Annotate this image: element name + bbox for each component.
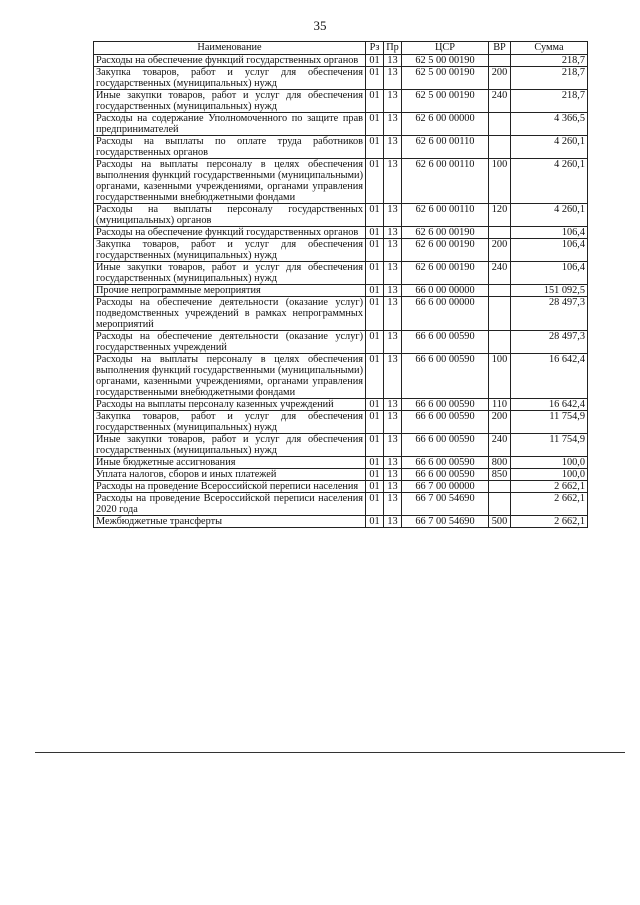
cell-csr: 62 6 00 00190 (402, 262, 489, 285)
cell-vr: 500 (489, 516, 511, 528)
cell-sum: 16 642,4 (511, 354, 588, 399)
table-row (94, 516, 588, 528)
cell-sum: 4 366,5 (511, 113, 588, 136)
table-row (94, 354, 588, 399)
cell-rz: 01 (366, 399, 384, 411)
cell-sum: 218,7 (511, 90, 588, 113)
cell-vr: 850 (489, 469, 511, 481)
cell-pr: 13 (384, 331, 402, 354)
cell-vr (489, 113, 511, 136)
cell-sum: 2 662,1 (511, 481, 588, 493)
cell-name: Иные бюджетные ассигнования (94, 457, 366, 469)
page-number: 35 (313, 18, 327, 33)
cell-name: Расходы на обеспечение функций государственных органов (94, 55, 366, 67)
cell-pr: 13 (384, 136, 402, 159)
cell-pr: 13 (384, 399, 402, 411)
cell-vr (489, 481, 511, 493)
cell-pr: 13 (384, 227, 402, 239)
table-row (94, 227, 588, 239)
cell-pr: 13 (384, 113, 402, 136)
table-row (94, 55, 588, 67)
cell-name: Закупка товаров, работ и услуг для обеспечения государственных (муниципальных) нужд (94, 67, 366, 90)
cell-csr: 62 6 00 00190 (402, 227, 489, 239)
cell-rz: 01 (366, 354, 384, 399)
cell-pr: 13 (384, 457, 402, 469)
cell-sum: 2 662,1 (511, 516, 588, 528)
cell-pr: 13 (384, 262, 402, 285)
cell-vr: 200 (489, 67, 511, 90)
cell-rz: 01 (366, 285, 384, 297)
header-rz: Рз (366, 42, 384, 55)
cell-sum: 218,7 (511, 55, 588, 67)
cell-sum: 11 754,9 (511, 434, 588, 457)
cell-name: Расходы на проведение Всероссийской переписи населения 2020 года (94, 493, 366, 516)
cell-csr: 66 6 00 00590 (402, 411, 489, 434)
cell-vr: 240 (489, 262, 511, 285)
cell-name: Иные закупки товаров, работ и услуг для обеспечения государственных (муниципальных) нужд (94, 90, 366, 113)
cell-vr: 800 (489, 457, 511, 469)
table-row (94, 90, 588, 113)
cell-name: Уплата налогов, сборов и иных платежей (94, 469, 366, 481)
cell-name: Расходы на выплаты персоналу в целях обеспечения выполнения функций государственными (муниципальными) органами, казенными учреждениями, органами управления государственными внебюджетными фондами (94, 159, 366, 204)
cell-pr: 13 (384, 204, 402, 227)
header-name: Наименование (94, 42, 366, 55)
table-body (94, 55, 588, 528)
cell-rz: 01 (366, 434, 384, 457)
cell-rz: 01 (366, 493, 384, 516)
cell-sum: 4 260,1 (511, 204, 588, 227)
cell-sum: 106,4 (511, 227, 588, 239)
cell-csr: 62 6 00 00190 (402, 239, 489, 262)
cell-name: Прочие непрограммные мероприятия (94, 285, 366, 297)
cell-sum: 4 260,1 (511, 136, 588, 159)
table-row (94, 159, 588, 204)
header-csr: ЦСР (402, 42, 489, 55)
cell-vr (489, 136, 511, 159)
table-row (94, 411, 588, 434)
cell-vr: 200 (489, 239, 511, 262)
table-row (94, 434, 588, 457)
cell-pr: 13 (384, 434, 402, 457)
cell-pr: 13 (384, 481, 402, 493)
cell-sum: 151 092,5 (511, 285, 588, 297)
cell-csr: 66 7 00 54690 (402, 516, 489, 528)
table-row (94, 331, 588, 354)
cell-name: Расходы на обеспечение деятельности (оказание услуг) государственных учреждений (94, 331, 366, 354)
header-vr: ВР (489, 42, 511, 55)
bottom-divider (35, 752, 625, 753)
cell-pr: 13 (384, 354, 402, 399)
cell-rz: 01 (366, 469, 384, 481)
cell-csr: 62 5 00 00190 (402, 55, 489, 67)
cell-sum: 2 662,1 (511, 493, 588, 516)
cell-rz: 01 (366, 262, 384, 285)
cell-pr: 13 (384, 239, 402, 262)
cell-rz: 01 (366, 481, 384, 493)
cell-name: Закупка товаров, работ и услуг для обеспечения государственных (муниципальных) нужд (94, 239, 366, 262)
cell-sum: 4 260,1 (511, 159, 588, 204)
cell-csr: 66 6 00 00590 (402, 399, 489, 411)
table-row (94, 481, 588, 493)
cell-sum: 16 642,4 (511, 399, 588, 411)
cell-rz: 01 (366, 204, 384, 227)
cell-vr (489, 55, 511, 67)
cell-csr: 66 6 00 00590 (402, 434, 489, 457)
cell-pr: 13 (384, 411, 402, 434)
cell-pr: 13 (384, 285, 402, 297)
table-row (94, 297, 588, 331)
cell-vr (489, 227, 511, 239)
cell-sum: 218,7 (511, 67, 588, 90)
cell-rz: 01 (366, 297, 384, 331)
cell-rz: 01 (366, 457, 384, 469)
cell-csr: 66 0 00 00000 (402, 285, 489, 297)
cell-csr: 66 6 00 00000 (402, 297, 489, 331)
cell-csr: 62 6 00 00110 (402, 204, 489, 227)
cell-rz: 01 (366, 227, 384, 239)
cell-csr: 62 6 00 00110 (402, 159, 489, 204)
cell-name: Иные закупки товаров, работ и услуг для обеспечения государственных (муниципальных) нужд (94, 434, 366, 457)
budget-table (93, 41, 588, 528)
table-row (94, 136, 588, 159)
cell-vr (489, 331, 511, 354)
cell-vr: 200 (489, 411, 511, 434)
cell-csr: 62 5 00 00190 (402, 67, 489, 90)
cell-pr: 13 (384, 159, 402, 204)
cell-pr: 13 (384, 90, 402, 113)
cell-sum: 28 497,3 (511, 331, 588, 354)
cell-vr: 120 (489, 204, 511, 227)
table-row (94, 457, 588, 469)
cell-name: Иные закупки товаров, работ и услуг для обеспечения государственных (муниципальных) нужд (94, 262, 366, 285)
cell-csr: 66 6 00 00590 (402, 354, 489, 399)
cell-vr (489, 285, 511, 297)
cell-pr: 13 (384, 67, 402, 90)
table-row (94, 469, 588, 481)
cell-vr: 100 (489, 159, 511, 204)
cell-vr: 110 (489, 399, 511, 411)
cell-rz: 01 (366, 67, 384, 90)
cell-name: Расходы на содержание Уполномоченного по защите прав предпринимателей (94, 113, 366, 136)
cell-pr: 13 (384, 516, 402, 528)
cell-csr: 62 5 00 00190 (402, 90, 489, 113)
cell-csr: 66 6 00 00590 (402, 469, 489, 481)
cell-sum: 106,4 (511, 262, 588, 285)
table-row (94, 399, 588, 411)
cell-csr: 66 6 00 00590 (402, 457, 489, 469)
table-row (94, 67, 588, 90)
cell-vr: 240 (489, 434, 511, 457)
cell-sum: 11 754,9 (511, 411, 588, 434)
cell-sum: 100,0 (511, 457, 588, 469)
cell-pr: 13 (384, 55, 402, 67)
cell-rz: 01 (366, 516, 384, 528)
cell-pr: 13 (384, 493, 402, 516)
cell-name: Расходы на обеспечение функций государственных органов (94, 227, 366, 239)
cell-rz: 01 (366, 113, 384, 136)
table-row (94, 113, 588, 136)
cell-name: Расходы на обеспечение деятельности (оказание услуг) подведомственных учреждений в рамках непрограммных мероприятий (94, 297, 366, 331)
cell-name: Расходы на выплаты персоналу казенных учреждений (94, 399, 366, 411)
header-pr: Пр (384, 42, 402, 55)
cell-rz: 01 (366, 55, 384, 67)
cell-vr: 100 (489, 354, 511, 399)
cell-name: Расходы на выплаты по оплате труда работников государственных органов (94, 136, 366, 159)
cell-pr: 13 (384, 297, 402, 331)
cell-csr: 62 6 00 00110 (402, 136, 489, 159)
cell-rz: 01 (366, 136, 384, 159)
cell-vr (489, 297, 511, 331)
cell-sum: 106,4 (511, 239, 588, 262)
table-header-row (94, 42, 588, 55)
cell-name: Расходы на выплаты персоналу государственных (муниципальных) органов (94, 204, 366, 227)
cell-name: Расходы на выплаты персоналу в целях обеспечения выполнения функций государственными (муниципальными) органами, казенными учреждениями, органами управления государственными внебюджетными фондами (94, 354, 366, 399)
cell-csr: 62 6 00 00000 (402, 113, 489, 136)
cell-name: Расходы на проведение Всероссийской переписи населения (94, 481, 366, 493)
table-row (94, 493, 588, 516)
header-sum: Сумма (511, 42, 588, 55)
cell-vr: 240 (489, 90, 511, 113)
cell-csr: 66 6 00 00590 (402, 331, 489, 354)
cell-rz: 01 (366, 159, 384, 204)
cell-name: Закупка товаров, работ и услуг для обеспечения государственных (муниципальных) нужд (94, 411, 366, 434)
cell-sum: 100,0 (511, 469, 588, 481)
cell-vr (489, 493, 511, 516)
cell-pr: 13 (384, 469, 402, 481)
table-row (94, 285, 588, 297)
cell-rz: 01 (366, 239, 384, 262)
cell-rz: 01 (366, 411, 384, 434)
cell-rz: 01 (366, 331, 384, 354)
table-row (94, 262, 588, 285)
cell-rz: 01 (366, 90, 384, 113)
cell-name: Межбюджетные трансферты (94, 516, 366, 528)
cell-csr: 66 7 00 00000 (402, 481, 489, 493)
table-row (94, 204, 588, 227)
cell-csr: 66 7 00 54690 (402, 493, 489, 516)
cell-sum: 28 497,3 (511, 297, 588, 331)
table-row (94, 239, 588, 262)
